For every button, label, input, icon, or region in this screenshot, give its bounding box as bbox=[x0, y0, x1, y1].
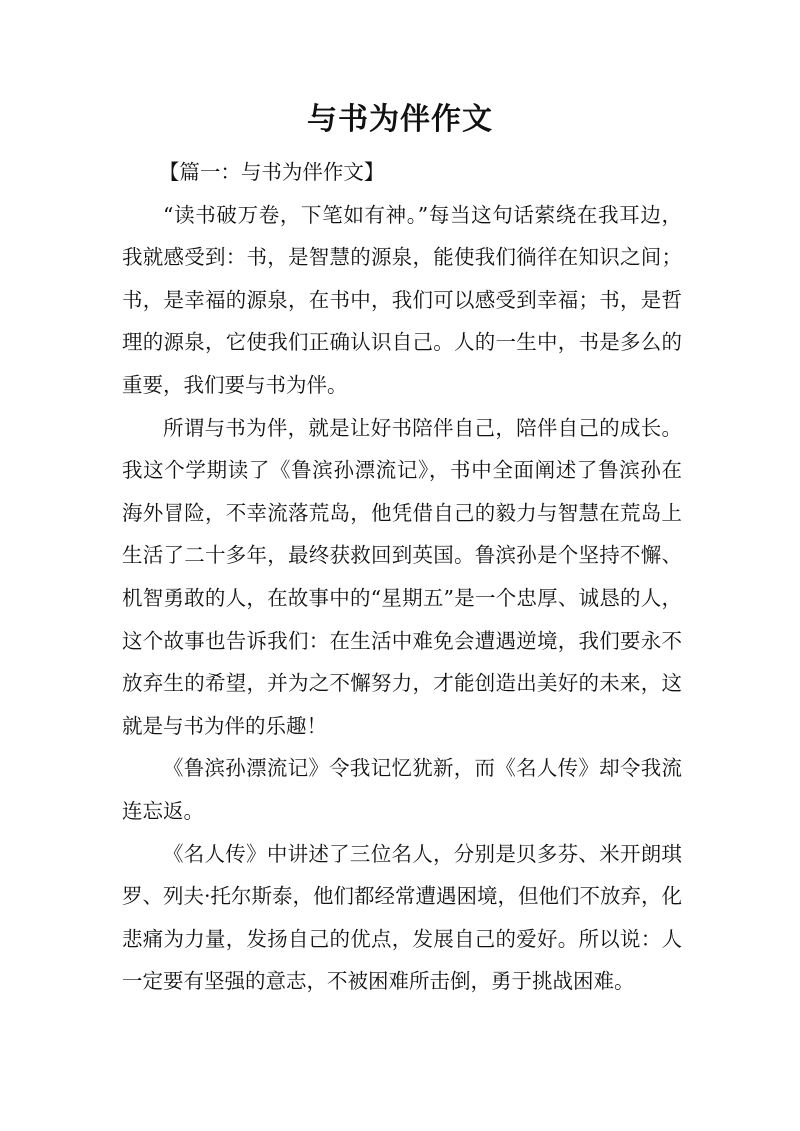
section-heading: 【篇一：与书为伴作文】 bbox=[158, 160, 385, 184]
paragraph-2: 所谓与书为伴，就是让好书陪伴自己，陪伴自己的成长。我这个学期读了《鲁滨孙漂流记》，书中全面阐述了鲁滨孙在海外冒险，不幸流落荒岛，他凭借自己的毅力与智慧在荒岛上生活了二十多年，最终获救回到英国。鲁滨孙是个坚持不懈、机智勇敢的人，在故事中的“星期五”是一个忠厚、诚恳的人，这个故事也告诉我们：在生活中难免会遭遇逆境，我们要永不放弃生的希望，并为之不懈努力，才能创造出美好的未来，这就是与书为伴的乐趣！ bbox=[122, 415, 682, 738]
document-body bbox=[122, 151, 682, 1003]
paragraph-1: “读书破万卷，下笔如有神。”每当这句话萦绕在我耳边，我就感受到：书，是智慧的源泉，能使我们徜徉在知识之间；书，是幸福的源泉，在书中，我们可以感受到幸福；书，是哲理的源泉，它使我们正确认识自己。人的一生中，书是多么的重要，我们要与书为伴。 bbox=[122, 202, 682, 397]
document-title: 与书为伴作文 bbox=[307, 102, 493, 137]
paragraph-3: 《鲁滨孙漂流记》令我记忆犹新，而《名人传》却令我流连忘返。 bbox=[122, 756, 682, 823]
paragraph-4: 《名人传》中讲述了三位名人，分别是贝多芬、米开朗琪罗、列夫·托尔斯泰，他们都经常遭遇困境，但他们不放弃，化悲痛为力量，发扬自己的优点，发展自己的爱好。所以说：人一定要有坚强的意志，不被困难所击倒，勇于挑战困难。 bbox=[122, 841, 683, 994]
